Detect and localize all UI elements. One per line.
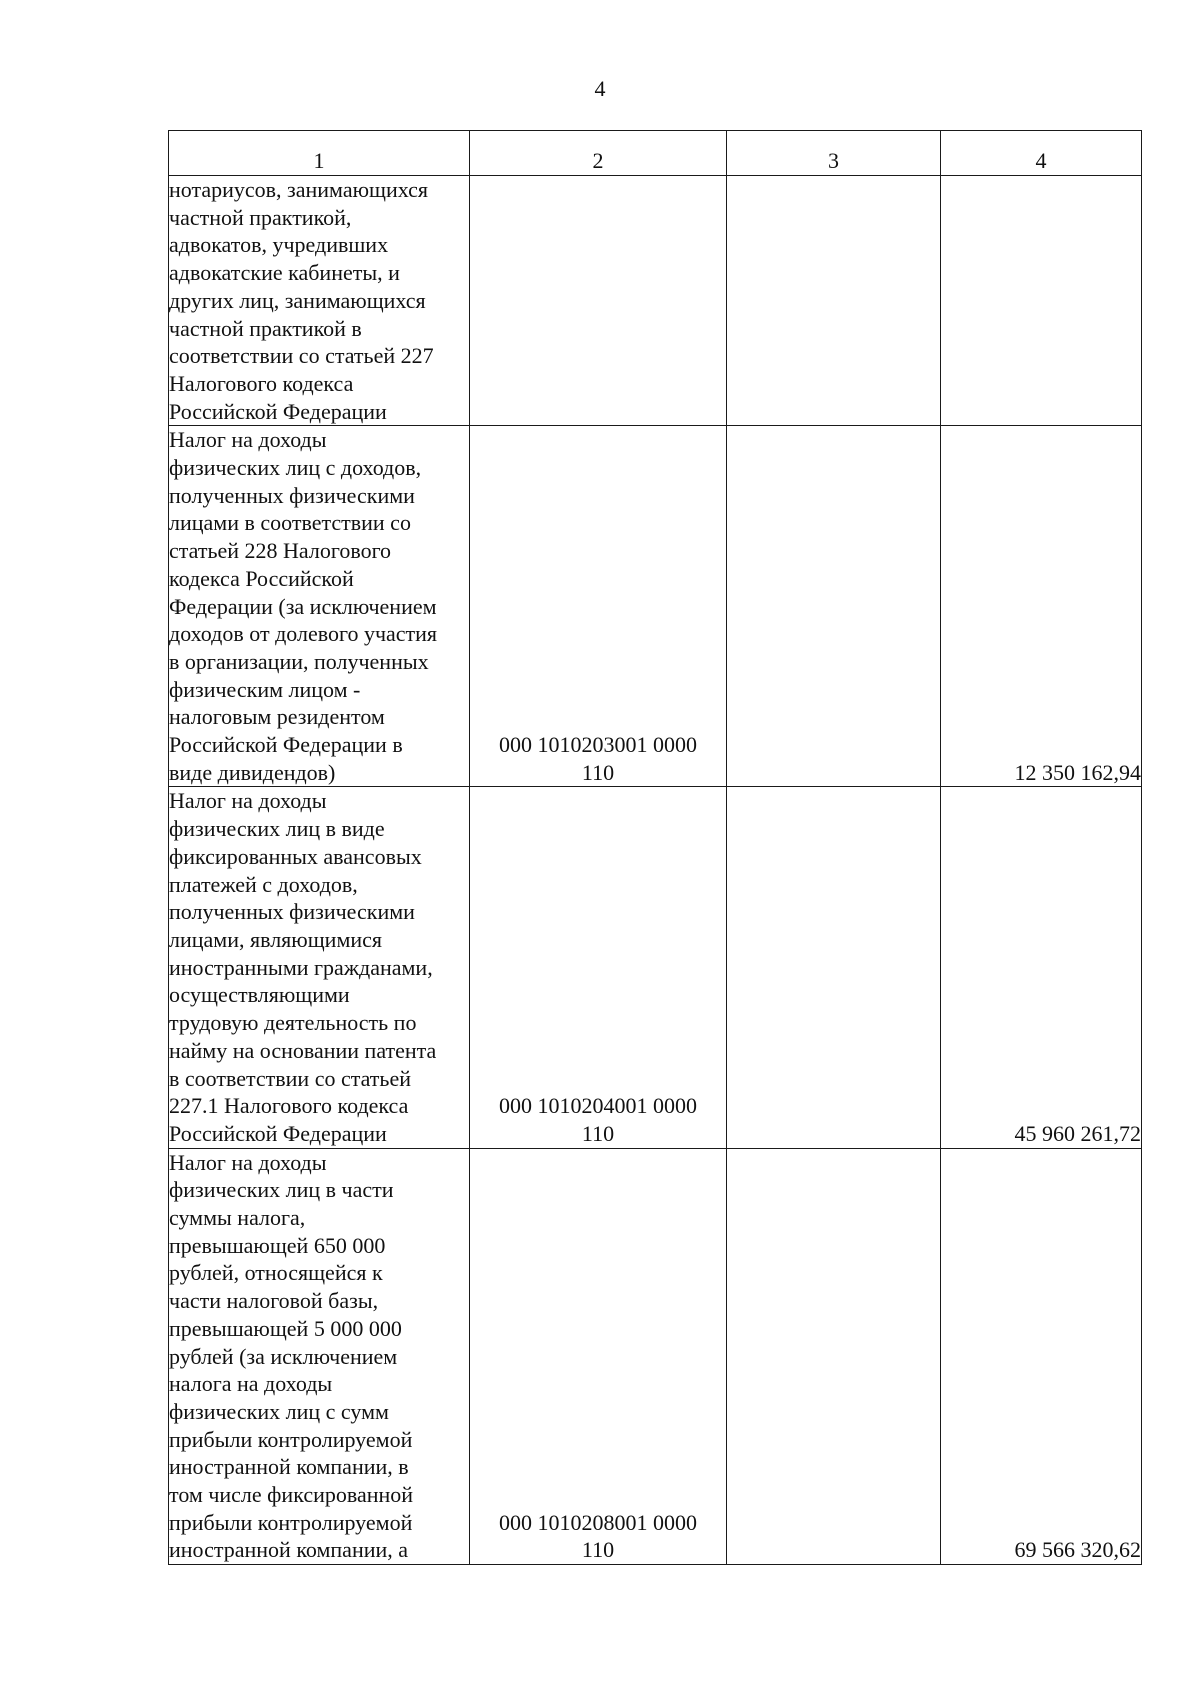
row-code: 000 1010203001 0000 110 <box>470 426 727 787</box>
column-header-2: 2 <box>470 131 727 176</box>
column-header-3: 3 <box>727 131 941 176</box>
row-col3 <box>727 176 941 426</box>
row-description: Налог на доходы физических лиц в части суммы налога, превышающей 650 000 рублей, относящейся к части налоговой базы, превышающей 5 000 000 рублей (за исключением налога на доходы физических лиц с сумм прибыли контролируемой иностранной компании, в том числе фиксированной прибыли контролируемой иностранной компании, а <box>169 1148 470 1565</box>
table-header-row <box>169 131 1142 176</box>
row-amount: 12 350 162,94 <box>941 426 1142 787</box>
revenue-table <box>168 130 1142 1565</box>
row-col3 <box>727 1148 941 1565</box>
row-amount <box>941 176 1142 426</box>
row-code: 000 1010204001 0000 110 <box>470 787 727 1148</box>
row-amount: 45 960 261,72 <box>941 787 1142 1148</box>
table-row <box>169 787 1142 1148</box>
row-code: 000 1010208001 0000 110 <box>470 1148 727 1565</box>
row-code <box>470 176 727 426</box>
column-header-4: 4 <box>941 131 1142 176</box>
row-description: Налог на доходы физических лиц в виде фиксированных авансовых платежей с доходов, полученных физическими лицами, являющимися иностранными гражданами, осуществляющими трудовую деятельность по найму на основании патента в соответствии со статьей 227.1 Налогового кодекса Российской Федерации <box>169 787 470 1148</box>
page-number: 4 <box>594 76 606 101</box>
row-col3 <box>727 426 941 787</box>
row-description: Налог на доходы физических лиц с доходов, полученных физическими лицами в соответствии со статьей 228 Налогового кодекса Российской Федерации (за исключением доходов от долевого участия в организации, полученных физическим лицом - налоговым резидентом Российской Федерации в виде дивидендов) <box>169 426 470 787</box>
table-row <box>169 176 1142 426</box>
row-amount: 69 566 320,62 <box>941 1148 1142 1565</box>
column-header-1: 1 <box>169 131 470 176</box>
table-row <box>169 1148 1142 1565</box>
table-row <box>169 426 1142 787</box>
row-description: нотариусов, занимающихся частной практикой, адвокатов, учредивших адвокатские кабинеты, и других лиц, занимающихся частной практикой в соответствии со статьей 227 Налогового кодекса Российской Федерации <box>169 176 470 426</box>
row-col3 <box>727 787 941 1148</box>
